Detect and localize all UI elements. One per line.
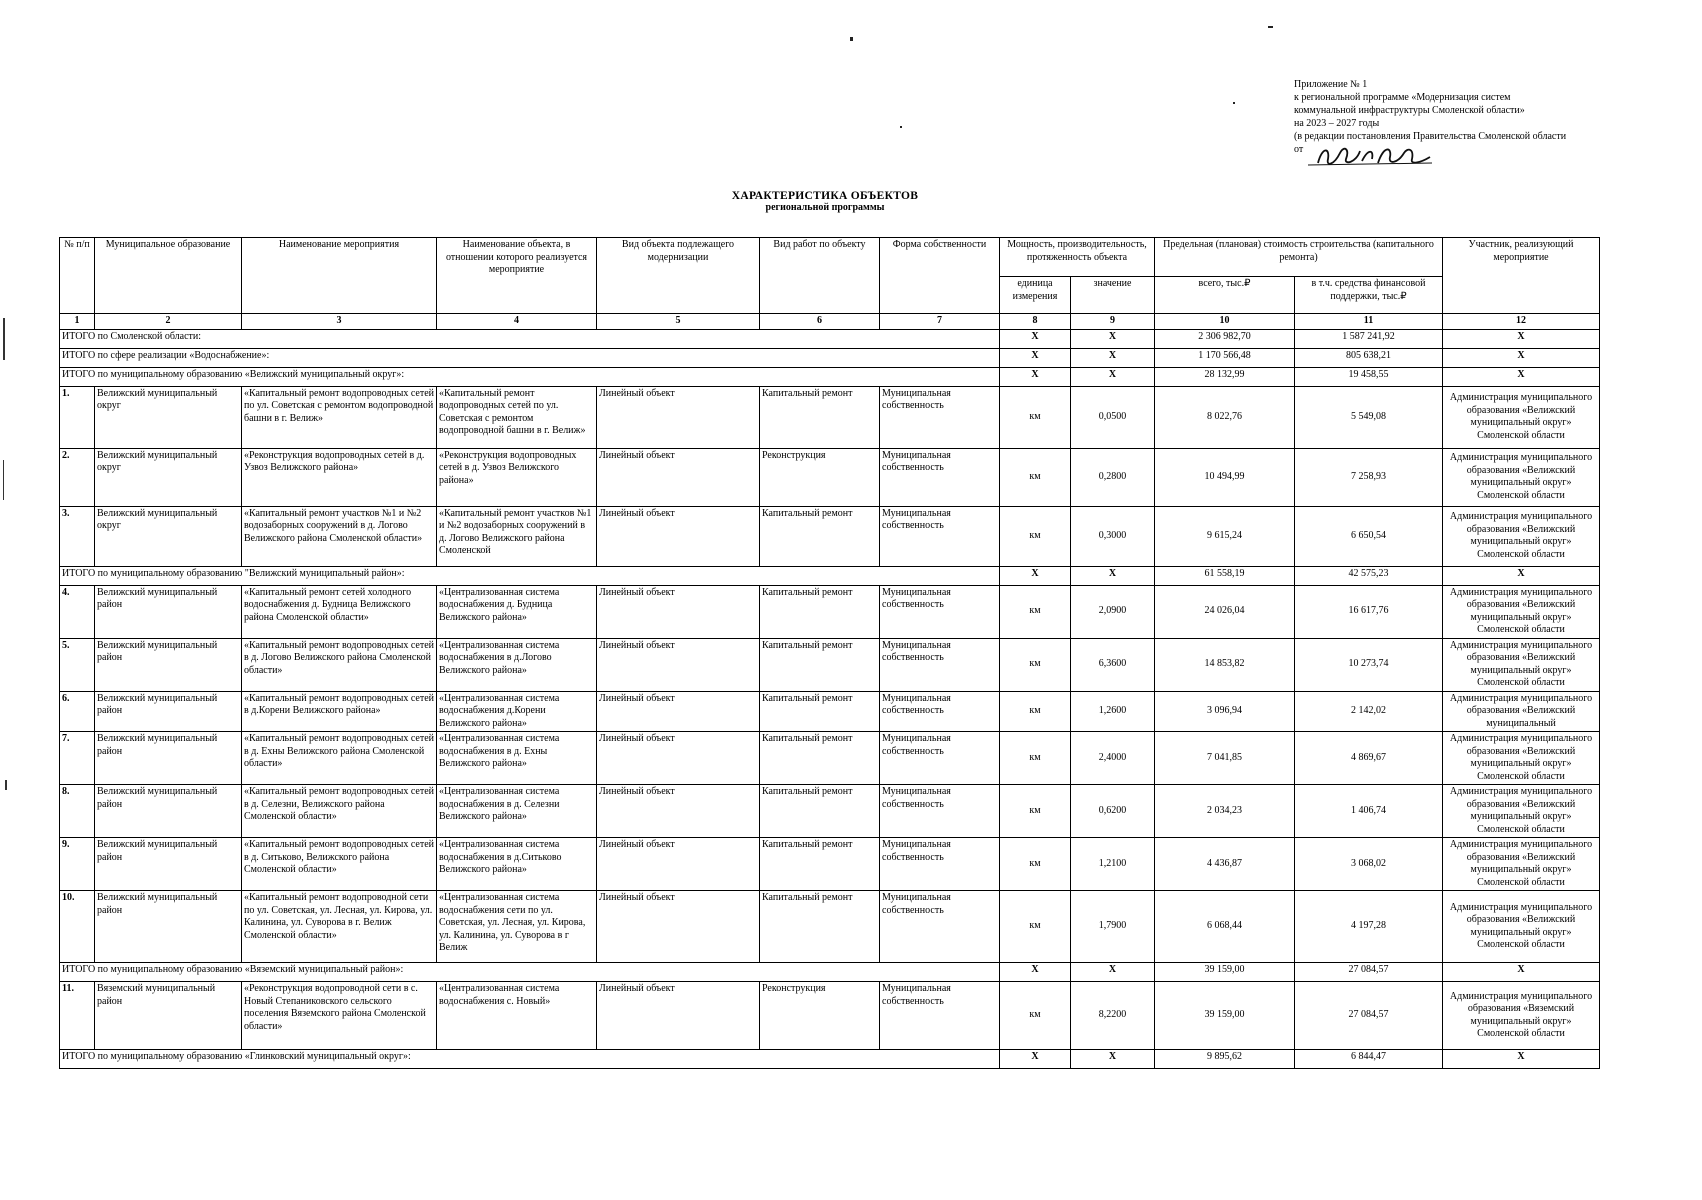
scan-speck — [900, 126, 902, 128]
total-sum: 61 558,19 — [1155, 566, 1295, 585]
total-row — [60, 963, 1600, 982]
object-kind-cell: Линейный объект — [597, 785, 760, 838]
object-kind-cell: Линейный объект — [597, 838, 760, 891]
municipality-cell: Велижский муниципальный район — [95, 691, 242, 732]
total-value: X — [1071, 963, 1155, 982]
header-row — [60, 238, 1600, 277]
total-support: 27 084,57 — [1295, 963, 1443, 982]
object-cell: «Централизованная система водоснабжения д. Будница Велижского района» — [437, 585, 597, 638]
object-kind-cell: Линейный объект — [597, 386, 760, 448]
row-number: 11. — [60, 982, 95, 1050]
total-label: ИТОГО по муниципальному образованию «Вяземский муниципальный район»: — [60, 963, 1000, 982]
column-number-cell: 5 — [597, 314, 760, 330]
row-number: 4. — [60, 585, 95, 638]
total-cost-cell: 8 022,76 — [1155, 386, 1295, 448]
support-cost-cell: 5 549,08 — [1295, 386, 1443, 448]
total-unit: X — [1000, 566, 1071, 585]
header-cell: Вид работ по объекту — [760, 238, 880, 314]
table-row — [60, 891, 1600, 963]
ownership-cell: Муниципальная собственность — [880, 891, 1000, 963]
total-value: X — [1071, 329, 1155, 348]
unit-cell: км — [1000, 386, 1071, 448]
row-number: 10. — [60, 891, 95, 963]
support-cost-cell: 10 273,74 — [1295, 638, 1443, 691]
ownership-cell: Муниципальная собственность — [880, 506, 1000, 566]
total-participant: X — [1443, 329, 1600, 348]
total-unit: X — [1000, 367, 1071, 386]
object-cell: «Централизованная система водоснабжения в д.Логово Велижского района» — [437, 638, 597, 691]
table-row — [60, 785, 1600, 838]
row-number: 2. — [60, 448, 95, 506]
unit-cell: км — [1000, 732, 1071, 785]
total-sum: 1 170 566,48 — [1155, 348, 1295, 367]
total-sum: 2 306 982,70 — [1155, 329, 1295, 348]
handwritten-signature — [1300, 143, 1435, 169]
header-cell: Форма собственности — [880, 238, 1000, 314]
scan-edge-mark — [3, 460, 4, 500]
object-cell: «Капитальный ремонт участков №1 и №2 водозаборных сооружений в д. Логово Велижского района Смоленской — [437, 506, 597, 566]
row-number: 7. — [60, 732, 95, 785]
total-cost-cell: 10 494,99 — [1155, 448, 1295, 506]
total-row — [60, 566, 1600, 585]
object-kind-cell: Линейный объект — [597, 982, 760, 1050]
object-cell: «Централизованная система водоснабжения в д. Селезни Велижского района» — [437, 785, 597, 838]
total-label: ИТОГО по муниципальному образованию "Велижский муниципальный район»: — [60, 566, 1000, 585]
support-cost-cell: 6 650,54 — [1295, 506, 1443, 566]
column-number-cell: 11 — [1295, 314, 1443, 330]
total-row — [60, 348, 1600, 367]
document-title — [600, 190, 1050, 213]
total-cost-cell: 14 853,82 — [1155, 638, 1295, 691]
total-value: X — [1071, 566, 1155, 585]
appendix-line: (в редакции постановления Правительства Смоленской области — [1294, 131, 1567, 142]
object-kind-cell: Линейный объект — [597, 506, 760, 566]
total-participant: X — [1443, 1050, 1600, 1069]
header-cell: Предельная (плановая) стоимость строительства (капитального ремонта) — [1155, 238, 1443, 277]
work-type-cell: Капитальный ремонт — [760, 386, 880, 448]
row-number: 9. — [60, 838, 95, 891]
event-cell: «Капитальный ремонт водопроводных сетей в д. Ситьково, Велижского района Смоленской области» — [242, 838, 437, 891]
object-kind-cell: Линейный объект — [597, 732, 760, 785]
unit-cell: км — [1000, 785, 1071, 838]
participant-cell: Администрация муниципального образования «Велижский муниципальный округ» Смоленской области — [1443, 585, 1600, 638]
title-main: ХАРАКТЕРИСТИКА ОБЪЕКТОВ — [731, 190, 919, 202]
row-number: 6. — [60, 691, 95, 732]
participant-cell: Администрация муниципального образования «Велижский муниципальный округ» Смоленской области — [1443, 638, 1600, 691]
object-cell: «Централизованная система водоснабжения д.Корени Велижского района» — [437, 691, 597, 732]
support-cost-cell: 27 084,57 — [1295, 982, 1443, 1050]
work-type-cell: Капитальный ремонт — [760, 785, 880, 838]
table-row — [60, 638, 1600, 691]
unit-cell: км — [1000, 448, 1071, 506]
work-type-cell: Капитальный ремонт — [760, 891, 880, 963]
total-sum: 39 159,00 — [1155, 963, 1295, 982]
municipality-cell: Велижский муниципальный район — [95, 785, 242, 838]
object-cell: «Централизованная система водоснабжения в д. Ехны Велижского района» — [437, 732, 597, 785]
table-row — [60, 838, 1600, 891]
capacity-value-cell: 8,2200 — [1071, 982, 1155, 1050]
total-participant: X — [1443, 367, 1600, 386]
table-row — [60, 506, 1600, 566]
work-type-cell: Капитальный ремонт — [760, 732, 880, 785]
column-number-cell: 1 — [60, 314, 95, 330]
total-cost-cell: 9 615,24 — [1155, 506, 1295, 566]
objects-table — [59, 237, 1600, 1069]
object-kind-cell: Линейный объект — [597, 638, 760, 691]
column-number-cell: 9 — [1071, 314, 1155, 330]
object-cell: «Централизованная система водоснабжения с. Новый» — [437, 982, 597, 1050]
unit-cell: км — [1000, 585, 1071, 638]
header-cell: единица измерения — [1000, 277, 1071, 314]
appendix-line: коммунальной инфраструктуры Смоленской области» — [1294, 105, 1525, 116]
total-unit: X — [1000, 329, 1071, 348]
support-cost-cell: 16 617,76 — [1295, 585, 1443, 638]
municipality-cell: Велижский муниципальный район — [95, 638, 242, 691]
header-cell: Муниципальное образование — [95, 238, 242, 314]
support-cost-cell: 4 197,28 — [1295, 891, 1443, 963]
ownership-cell: Муниципальная собственность — [880, 638, 1000, 691]
header-cell: Вид объекта подлежащего модернизации — [597, 238, 760, 314]
total-label: ИТОГО по муниципальному образованию «Глинковский муниципальный округ»: — [60, 1050, 1000, 1069]
column-number-cell: 6 — [760, 314, 880, 330]
header-cell: значение — [1071, 277, 1155, 314]
scan-edge-mark — [3, 318, 5, 360]
total-unit: X — [1000, 348, 1071, 367]
column-number-cell: 10 — [1155, 314, 1295, 330]
capacity-value-cell: 1,2100 — [1071, 838, 1155, 891]
total-cost-cell: 24 026,04 — [1155, 585, 1295, 638]
row-number: 5. — [60, 638, 95, 691]
total-support: 805 638,21 — [1295, 348, 1443, 367]
total-cost-cell: 7 041,85 — [1155, 732, 1295, 785]
event-cell: «Капитальный ремонт водопроводных сетей в д. Логово Велижского района Смоленской области» — [242, 638, 437, 691]
object-kind-cell: Линейный объект — [597, 691, 760, 732]
municipality-cell: Велижский муниципальный район — [95, 838, 242, 891]
ownership-cell: Муниципальная собственность — [880, 448, 1000, 506]
table-row — [60, 732, 1600, 785]
municipality-cell: Велижский муниципальный округ — [95, 506, 242, 566]
scan-speck — [1233, 102, 1235, 104]
total-support: 6 844,47 — [1295, 1050, 1443, 1069]
scan-speck — [1268, 26, 1273, 28]
row-number: 1. — [60, 386, 95, 448]
appendix-line: к региональной программе «Модернизация систем — [1294, 92, 1511, 103]
support-cost-cell: 4 869,67 — [1295, 732, 1443, 785]
participant-cell: Администрация муниципального образования «Вяземский муниципальный округ» Смоленской области — [1443, 982, 1600, 1050]
total-value: X — [1071, 1050, 1155, 1069]
capacity-value-cell: 0,2800 — [1071, 448, 1155, 506]
work-type-cell: Капитальный ремонт — [760, 838, 880, 891]
municipality-cell: Велижский муниципальный район — [95, 891, 242, 963]
capacity-value-cell: 0,6200 — [1071, 785, 1155, 838]
header-cell: № п/п — [60, 238, 95, 314]
participant-cell: Администрация муниципального образования «Велижский муниципальный округ» Смоленской области — [1443, 448, 1600, 506]
object-kind-cell: Линейный объект — [597, 891, 760, 963]
event-cell: «Капитальный ремонт водопроводной сети по ул. Советская, ул. Лесная, ул. Кирова, ул. Калинина, ул. Суворова в г. Велиж Смоленской области» — [242, 891, 437, 963]
total-participant: X — [1443, 963, 1600, 982]
table-row — [60, 386, 1600, 448]
capacity-value-cell: 2,0900 — [1071, 585, 1155, 638]
appendix-line: от — [1294, 144, 1304, 155]
event-cell: «Капитальный ремонт водопроводных сетей по ул. Советская с ремонтом водопроводной башни в г. Велиж» — [242, 386, 437, 448]
participant-cell: Администрация муниципального образования «Велижский муниципальный округ» Смоленской области — [1443, 838, 1600, 891]
title-sub: региональной программы — [765, 202, 885, 213]
unit-cell: км — [1000, 691, 1071, 732]
total-support: 19 458,55 — [1295, 367, 1443, 386]
unit-cell: км — [1000, 982, 1071, 1050]
header-cell: всего, тыс.₽ — [1155, 277, 1295, 314]
total-support: 1 587 241,92 — [1295, 329, 1443, 348]
event-cell: «Капитальный ремонт водопроводных сетей в д. Ехны Велижского района Смоленской области» — [242, 732, 437, 785]
object-kind-cell: Линейный объект — [597, 448, 760, 506]
total-row — [60, 1050, 1600, 1069]
total-cost-cell: 3 096,94 — [1155, 691, 1295, 732]
ownership-cell: Муниципальная собственность — [880, 982, 1000, 1050]
total-label: ИТОГО по Смоленской области: — [60, 329, 1000, 348]
participant-cell: Администрация муниципального образования «Велижский муниципальный округ» Смоленской области — [1443, 891, 1600, 963]
event-cell: «Реконструкция водопроводной сети в с. Новый Степаниковского сельского поселения Вяземского района Смоленской области» — [242, 982, 437, 1050]
table-row — [60, 691, 1600, 732]
work-type-cell: Реконструкция — [760, 982, 880, 1050]
event-cell: «Капитальный ремонт водопроводных сетей в д. Селезни, Велижского района Смоленской области» — [242, 785, 437, 838]
column-number-cell: 3 — [242, 314, 437, 330]
header-cell: Участник, реализующий мероприятие — [1443, 238, 1600, 314]
total-row — [60, 367, 1600, 386]
column-number-row — [60, 314, 1600, 330]
event-cell: «Капитальный ремонт участков №1 и №2 водозаборных сооружений в д. Логово Велижского района Смоленской области» — [242, 506, 437, 566]
capacity-value-cell: 6,3600 — [1071, 638, 1155, 691]
participant-cell: Администрация муниципального образования «Велижский муниципальный округ» Смоленской области — [1443, 506, 1600, 566]
support-cost-cell: 3 068,02 — [1295, 838, 1443, 891]
support-cost-cell: 7 258,93 — [1295, 448, 1443, 506]
unit-cell: км — [1000, 638, 1071, 691]
total-unit: X — [1000, 1050, 1071, 1069]
total-participant: X — [1443, 348, 1600, 367]
total-cost-cell: 6 068,44 — [1155, 891, 1295, 963]
table-row — [60, 585, 1600, 638]
object-cell: «Централизованная система водоснабжения в д.Ситьково Велижского района» — [437, 838, 597, 891]
table-row — [60, 982, 1600, 1050]
appendix-line: Приложение № 1 — [1294, 79, 1368, 90]
object-kind-cell: Линейный объект — [597, 585, 760, 638]
total-label: ИТОГО по сфере реализации «Водоснабжение»: — [60, 348, 1000, 367]
municipality-cell: Велижский муниципальный округ — [95, 448, 242, 506]
ownership-cell: Муниципальная собственность — [880, 838, 1000, 891]
unit-cell: км — [1000, 506, 1071, 566]
work-type-cell: Капитальный ремонт — [760, 506, 880, 566]
municipality-cell: Велижский муниципальный район — [95, 585, 242, 638]
work-type-cell: Реконструкция — [760, 448, 880, 506]
object-cell: «Реконструкция водопроводных сетей в д. Узвоз Велижского района» — [437, 448, 597, 506]
total-unit: X — [1000, 963, 1071, 982]
capacity-value-cell: 1,2600 — [1071, 691, 1155, 732]
participant-cell: Администрация муниципального образования «Велижский муниципальный округ» Смоленской области — [1443, 732, 1600, 785]
total-value: X — [1071, 348, 1155, 367]
municipality-cell: Велижский муниципальный округ — [95, 386, 242, 448]
event-cell: «Реконструкция водопроводных сетей в д. Узвоз Велижского района» — [242, 448, 437, 506]
municipality-cell: Вяземский муниципальный район — [95, 982, 242, 1050]
column-number-cell: 2 — [95, 314, 242, 330]
event-cell: «Капитальный ремонт сетей холодного водоснабжения д. Будница Велижского района Смоленской области» — [242, 585, 437, 638]
capacity-value-cell: 2,4000 — [1071, 732, 1155, 785]
column-number-cell: 8 — [1000, 314, 1071, 330]
header-cell: Мощность, производительность, протяженность объекта — [1000, 238, 1155, 277]
unit-cell: км — [1000, 838, 1071, 891]
work-type-cell: Капитальный ремонт — [760, 691, 880, 732]
column-number-cell: 12 — [1443, 314, 1600, 330]
work-type-cell: Капитальный ремонт — [760, 638, 880, 691]
ownership-cell: Муниципальная собственность — [880, 691, 1000, 732]
header-cell: Наименование мероприятия — [242, 238, 437, 314]
object-cell: «Капитальный ремонт водопроводных сетей по ул. Советская с ремонтом водопроводной башни в г. Велиж» — [437, 386, 597, 448]
total-cost-cell: 2 034,23 — [1155, 785, 1295, 838]
header-cell: Наименование объекта, в отношении которого реализуется мероприятие — [437, 238, 597, 314]
appendix-line: на 2023 – 2027 годы — [1294, 118, 1380, 129]
municipality-cell: Велижский муниципальный район — [95, 732, 242, 785]
scan-edge-mark — [5, 780, 7, 790]
column-number-cell: 4 — [437, 314, 597, 330]
total-sum: 9 895,62 — [1155, 1050, 1295, 1069]
capacity-value-cell: 0,3000 — [1071, 506, 1155, 566]
participant-cell: Администрация муниципального образования «Велижский муниципальный округ» Смоленской области — [1443, 386, 1600, 448]
work-type-cell: Капитальный ремонт — [760, 585, 880, 638]
total-value: X — [1071, 367, 1155, 386]
total-label: ИТОГО по муниципальному образованию «Велижский муниципальный округ»: — [60, 367, 1000, 386]
capacity-value-cell: 1,7900 — [1071, 891, 1155, 963]
row-number: 8. — [60, 785, 95, 838]
participant-cell: Администрация муниципального образования «Велижский муниципальный — [1443, 691, 1600, 732]
support-cost-cell: 1 406,74 — [1295, 785, 1443, 838]
support-cost-cell: 2 142,02 — [1295, 691, 1443, 732]
event-cell: «Капитальный ремонт водопроводных сетей в д.Корени Велижского района» — [242, 691, 437, 732]
participant-cell: Администрация муниципального образования «Велижский муниципальный округ» Смоленской области — [1443, 785, 1600, 838]
ownership-cell: Муниципальная собственность — [880, 785, 1000, 838]
table-row — [60, 448, 1600, 506]
ownership-cell: Муниципальная собственность — [880, 585, 1000, 638]
total-cost-cell: 39 159,00 — [1155, 982, 1295, 1050]
column-number-cell: 7 — [880, 314, 1000, 330]
scan-speck — [850, 37, 853, 41]
object-cell: «Централизованная система водоснабжения сети по ул. Советская, ул. Лесная, ул. Кирова, ул. Калинина, ул. Суворова в г Велиж — [437, 891, 597, 963]
total-cost-cell: 4 436,87 — [1155, 838, 1295, 891]
ownership-cell: Муниципальная собственность — [880, 386, 1000, 448]
total-row — [60, 329, 1600, 348]
ownership-cell: Муниципальная собственность — [880, 732, 1000, 785]
row-number: 3. — [60, 506, 95, 566]
total-support: 42 575,23 — [1295, 566, 1443, 585]
unit-cell: км — [1000, 891, 1071, 963]
total-participant: X — [1443, 566, 1600, 585]
header-cell: в т.ч. средства финансовой поддержки, тыс.₽ — [1295, 277, 1443, 314]
total-sum: 28 132,99 — [1155, 367, 1295, 386]
capacity-value-cell: 0,0500 — [1071, 386, 1155, 448]
